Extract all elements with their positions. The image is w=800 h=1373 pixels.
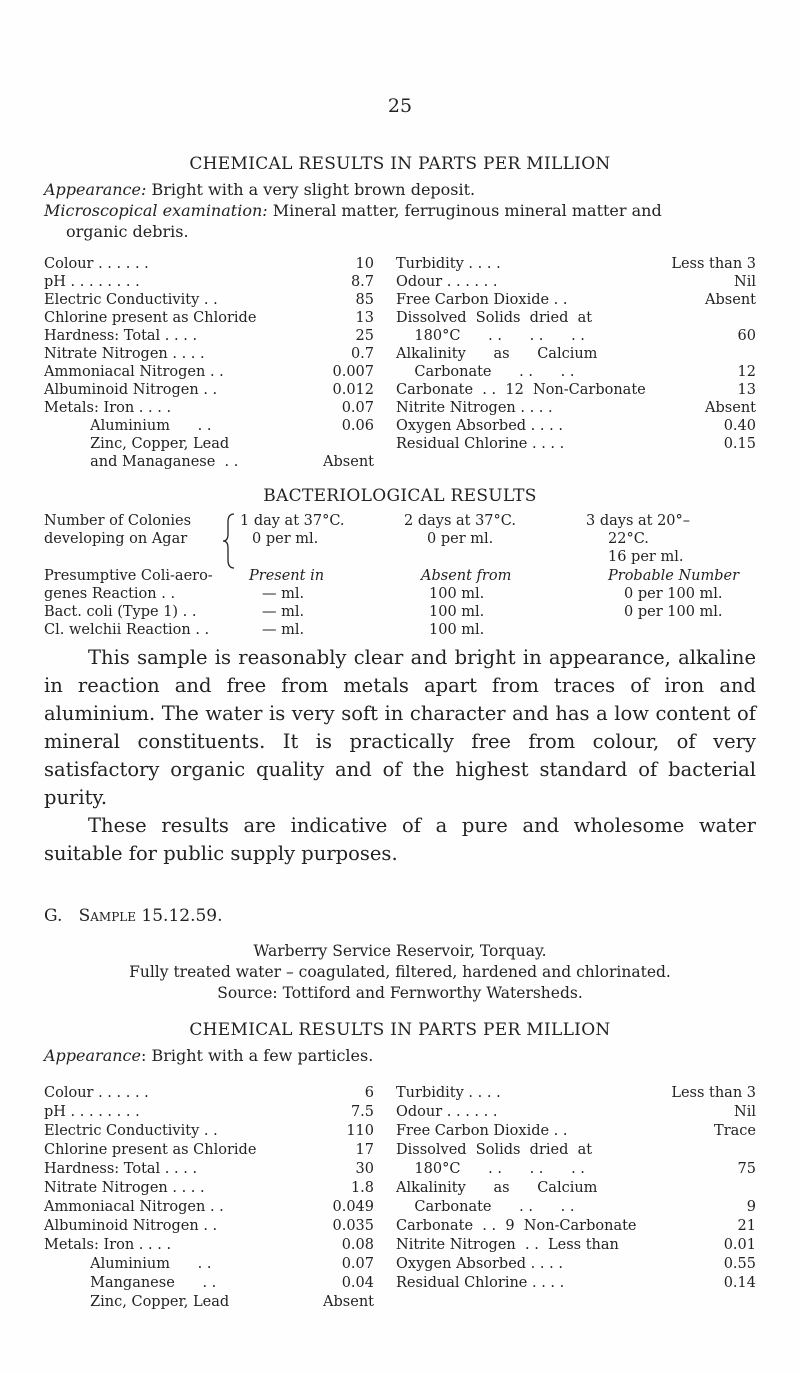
row-value: 12 (737, 364, 756, 380)
table-row (44, 1123, 374, 1141)
table-row (396, 1085, 756, 1103)
row-present: — ml. (262, 604, 305, 620)
row-label: Free Carbon Dioxide . . (396, 1123, 568, 1139)
table-row (396, 1275, 756, 1293)
row-value: 0.08 (341, 1237, 374, 1253)
row-label: Cl. welchii Reaction . . (44, 622, 210, 638)
row-label: Dissolved Solids dried at (396, 310, 593, 326)
brace-icon (222, 512, 238, 570)
row-label: Metals: Iron . . . . (44, 1237, 172, 1253)
table-row (44, 256, 374, 274)
sample-source: Source: Tottiford and Fernworthy Watersheds. (217, 984, 583, 1002)
row-label: Electric Conductivity . . (44, 292, 218, 308)
row-label: Carbonate . . 9 Non-Carbonate (396, 1218, 637, 1234)
row-value: 110 (346, 1123, 374, 1139)
appearance-label: Appearance: (44, 180, 147, 199)
row-label: Odour . . . . . . (396, 1104, 498, 1120)
row-label: pH . . . . . . . . (44, 274, 140, 290)
table-row (44, 364, 374, 382)
row-value: Trace (714, 1123, 756, 1139)
row-value: 21 (737, 1218, 756, 1234)
col2-val (427, 531, 597, 549)
microscopical-label: Microscopical examination: (44, 201, 268, 220)
row-value: 10 (355, 256, 374, 272)
row-label: Alkalinity as Calcium (396, 346, 598, 362)
row-value: 0.049 (332, 1199, 374, 1215)
row-value: 0.035 (332, 1218, 374, 1234)
row-label: Nitrate Nitrogen . . . . (44, 346, 205, 362)
row-label: Oxygen Absorbed . . . . (396, 1256, 563, 1272)
col1-head-text: 1 day at 37°C. (240, 513, 345, 529)
conclusion-paragraph (44, 812, 756, 868)
row-absent: 100 ml. (429, 622, 485, 638)
page-number: 25 (387, 95, 413, 117)
appearance-line (44, 180, 475, 199)
appearance-line-2 (44, 1046, 373, 1065)
row-value: 0.06 (341, 418, 374, 434)
row-value: 13 (355, 310, 374, 326)
table-row (396, 418, 756, 436)
row-value: 1.8 (350, 1180, 374, 1196)
probable-header: Probable Number (608, 568, 740, 584)
col1-head (240, 513, 400, 531)
row-label: Alkalinity as Calcium (396, 1180, 598, 1196)
row-value: 6 (364, 1085, 374, 1101)
row-value: 0.15 (723, 436, 756, 452)
table-row (396, 1237, 756, 1255)
row-probable: 0 per 100 ml. (624, 586, 723, 602)
row-label: Dissolved Solids dried at (396, 1142, 593, 1158)
table-row (44, 1180, 374, 1198)
table-row (396, 382, 756, 400)
table-row (44, 586, 764, 604)
table-row (44, 1161, 374, 1179)
table-row (44, 1294, 374, 1312)
col3-head (586, 513, 756, 531)
row-label: Metals: Iron . . . . (44, 400, 172, 416)
row-value: 30 (355, 1161, 374, 1177)
table-row (44, 568, 764, 586)
row-value: 25 (355, 328, 374, 344)
row-label: Nitrite Nitrogen . . Less than (396, 1237, 619, 1253)
microscopical-value-cont: organic debris. (66, 222, 189, 241)
table-row (396, 274, 756, 292)
sample-title: Sample 15.12.59. (78, 906, 223, 926)
table-row (396, 364, 756, 382)
table-row (396, 1161, 756, 1179)
sample-g-heading (44, 906, 223, 926)
table-row (44, 622, 764, 640)
microscopical-line (44, 201, 662, 220)
appearance-value-2: : Bright with a few particles. (140, 1046, 374, 1065)
table-row (396, 436, 756, 454)
table-row (44, 1085, 374, 1103)
row-value: Absent (705, 400, 756, 416)
row-label: Hardness: Total . . . . (44, 1161, 198, 1177)
table-row (396, 328, 756, 346)
col1-val-text: 0 per ml. (252, 531, 319, 547)
row-label: pH . . . . . . . . (44, 1104, 140, 1120)
row-label: Turbidity . . . . (396, 256, 501, 272)
row-label: 180°C . . . . . . (396, 1161, 585, 1177)
table-row (44, 436, 374, 454)
row-value: Absent (323, 1294, 374, 1310)
table-row (44, 1256, 374, 1274)
table-row (396, 1180, 756, 1198)
row-label: Bact. coli (Type 1) . . (44, 604, 197, 620)
table-row (396, 256, 756, 274)
summary-text: This sample is reasonably clear and bright in appearance, alkaline in reaction and free from metals apart from traces of iron and aluminium. The water is very soft in character and has a low content of mineral constituents. It is practically free from colour, of very satisfactory organic quality and of the highest standard of bacterial purity. (44, 646, 756, 809)
row-label: Ammoniacal Nitrogen . . (44, 364, 224, 380)
row-label: Manganese . . (44, 1275, 217, 1291)
row-value: 85 (355, 292, 374, 308)
col3-val (608, 549, 758, 567)
colonies-label-line1: Number of Colonies (44, 513, 192, 529)
table-row (396, 1218, 756, 1236)
row-present: — ml. (262, 586, 305, 602)
table-row (44, 1142, 374, 1160)
row-label: Carbonate . . . . (396, 1199, 575, 1215)
row-value: 7.5 (350, 1104, 374, 1120)
row-value: 17 (355, 1142, 374, 1158)
sample-treatment: Fully treated water – coagulated, filtered, hardened and chlorinated. (129, 963, 671, 981)
table-row (44, 346, 374, 364)
row-value: 0.012 (332, 382, 374, 398)
appearance-label-2: Appearance (44, 1046, 141, 1065)
sample-letter: G. (44, 906, 63, 926)
table-row (396, 1104, 756, 1122)
table-row (396, 1142, 756, 1160)
col1-val (252, 531, 412, 549)
col3-val-text: 16 per ml. (608, 549, 684, 565)
row-label: Presumptive Coli-aero- (44, 568, 213, 584)
row-label: Electric Conductivity . . (44, 1123, 218, 1139)
table-row (44, 1275, 374, 1293)
table-row (44, 418, 374, 436)
bacteriological-heading: BACTERIOLOGICAL RESULTS (263, 486, 537, 506)
table-row (396, 1256, 756, 1274)
table-row (44, 1237, 374, 1255)
row-label: Oxygen Absorbed . . . . (396, 418, 563, 434)
row-present: — ml. (262, 622, 305, 638)
appearance-value: Bright with a very slight brown deposit. (151, 180, 476, 199)
colonies-label-line2: developing on Agar (44, 531, 188, 547)
row-value: Nil (734, 274, 756, 290)
row-absent: 100 ml. (429, 604, 485, 620)
row-label: Nitrite Nitrogen . . . . (396, 400, 553, 416)
row-value: 60 (737, 328, 756, 344)
table-row (44, 274, 374, 292)
row-label: Carbonate . . 12 Non-Carbonate (396, 382, 646, 398)
colonies-label (44, 531, 234, 549)
row-label: Nitrate Nitrogen . . . . (44, 1180, 205, 1196)
row-value: Absent (323, 454, 374, 470)
table-row (396, 1123, 756, 1141)
col3-head-line1: 3 days at 20°– (586, 513, 691, 529)
row-label: Carbonate . . . . (396, 364, 575, 380)
row-value: 0.55 (723, 1256, 756, 1272)
col2-val-text: 0 per ml. (427, 531, 494, 547)
row-label: Free Carbon Dioxide . . (396, 292, 568, 308)
row-label: Albuminoid Nitrogen . . (44, 382, 218, 398)
row-value: 0.007 (332, 364, 374, 380)
table-row (396, 310, 756, 328)
row-value: Absent (705, 292, 756, 308)
row-label: Chlorine present as Chloride (44, 1142, 257, 1158)
present-header: Present in (249, 568, 325, 584)
row-value: 0.04 (341, 1275, 374, 1291)
col2-head-text: 2 days at 37°C. (404, 513, 516, 529)
row-label: Albuminoid Nitrogen . . (44, 1218, 218, 1234)
chemical-results-heading-2: CHEMICAL RESULTS IN PARTS PER MILLION (189, 1020, 611, 1040)
row-label: Residual Chlorine . . . . (396, 436, 565, 452)
absent-header: Absent from (421, 568, 512, 584)
row-absent: 100 ml. (429, 586, 485, 602)
sample-location: Warberry Service Reservoir, Torquay. (253, 942, 547, 960)
row-label: Aluminium . . (44, 418, 212, 434)
row-value: 0.07 (341, 1256, 374, 1272)
table-row (44, 310, 374, 328)
row-label: and Managanese . . (44, 454, 239, 470)
table-row (396, 346, 756, 364)
table-row (44, 382, 374, 400)
row-value: 9 (746, 1199, 756, 1215)
row-probable: 0 per 100 ml. (624, 604, 723, 620)
table-row (396, 1199, 756, 1217)
row-value: 0.14 (723, 1275, 756, 1291)
table-row (396, 292, 756, 310)
row-value: 0.40 (723, 418, 756, 434)
row-value: 0.07 (341, 400, 374, 416)
row-label: Ammoniacal Nitrogen . . (44, 1199, 224, 1215)
microscopical-value: Mineral matter, ferruginous mineral matter and (272, 201, 662, 220)
table-row (44, 400, 374, 418)
table-row (44, 1199, 374, 1217)
chemical-results-heading: CHEMICAL RESULTS IN PARTS PER MILLION (189, 154, 611, 174)
col3-head2 (608, 531, 758, 549)
table-row (396, 400, 756, 418)
table-row (44, 604, 764, 622)
table-row (44, 292, 374, 310)
row-label: Residual Chlorine . . . . (396, 1275, 565, 1291)
row-value: 0.7 (350, 346, 374, 362)
row-value: Less than 3 (671, 256, 756, 272)
table-row (44, 1104, 374, 1122)
table-row (44, 328, 374, 346)
row-label: Hardness: Total . . . . (44, 328, 198, 344)
colonies-label (44, 513, 234, 531)
row-label: Turbidity . . . . (396, 1085, 501, 1101)
row-label: Colour . . . . . . (44, 256, 149, 272)
row-value: 13 (737, 382, 756, 398)
conclusion-text: These results are indicative of a pure and wholesome water suitable for public supply purposes. (44, 814, 756, 865)
row-label: 180°C . . . . . . (396, 328, 585, 344)
table-row (44, 1218, 374, 1236)
col2-head (404, 513, 574, 531)
row-label: Odour . . . . . . (396, 274, 498, 290)
row-value: Nil (734, 1104, 756, 1120)
table-row (44, 454, 374, 472)
row-label: genes Reaction . . (44, 586, 176, 602)
row-value: 0.01 (723, 1237, 756, 1253)
row-label: Zinc, Copper, Lead (44, 436, 230, 452)
summary-paragraph (44, 644, 756, 812)
row-label: Chlorine present as Chloride (44, 310, 257, 326)
row-label: Colour . . . . . . (44, 1085, 149, 1101)
row-value: 75 (737, 1161, 756, 1177)
row-value: 8.7 (350, 274, 374, 290)
col3-head-line2: 22°C. (608, 531, 649, 547)
row-label: Aluminium . . (44, 1256, 212, 1272)
row-label: Zinc, Copper, Lead (44, 1294, 230, 1310)
row-value: Less than 3 (671, 1085, 756, 1101)
